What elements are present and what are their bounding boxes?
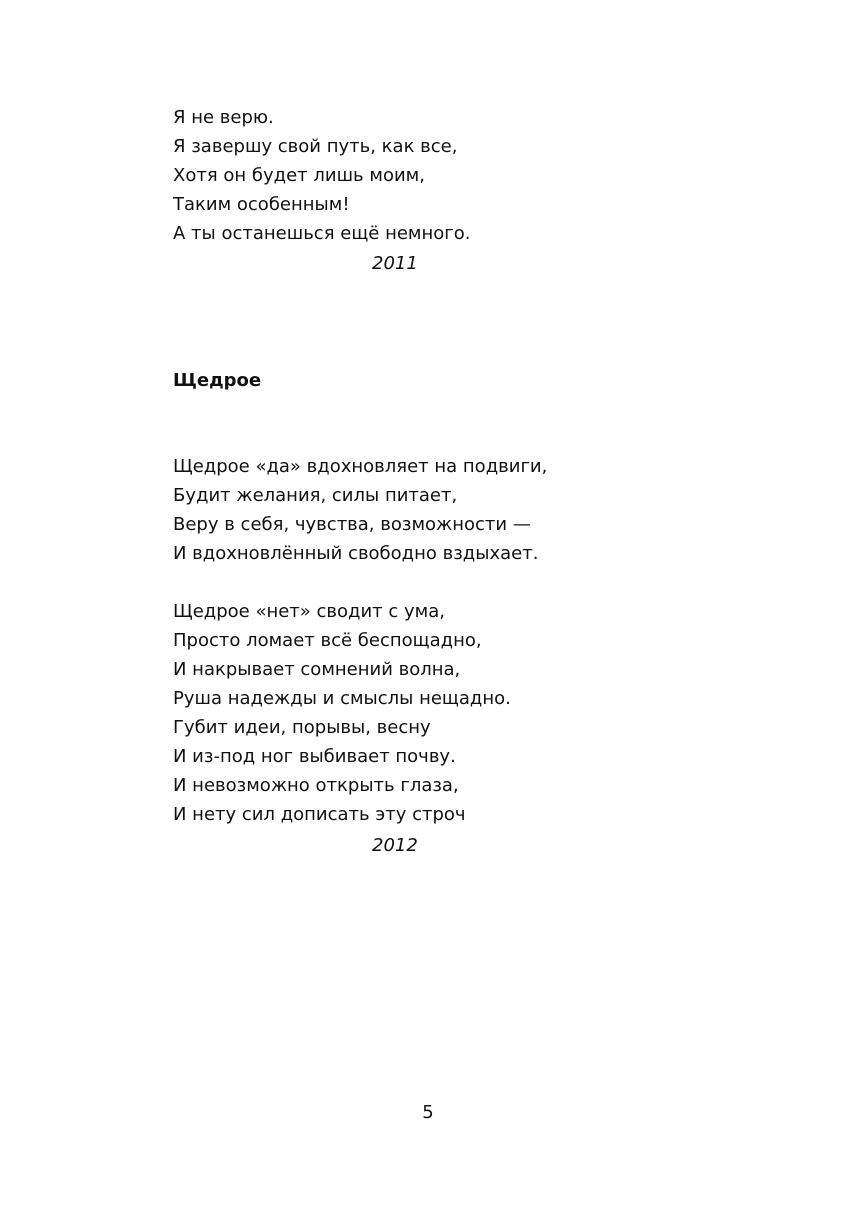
poem-line: И из-под ног выбивает почву. [173,746,456,767]
poem-line: Будит желания, силы питает, [173,485,458,506]
poem-line: И вдохновлённый свободно вздыхает. [173,543,539,564]
poem-line: Щедрое «нет» сводит с ума, [173,601,445,622]
poem-line: Хотя он будет лишь моим, [173,165,425,186]
poem-line: Губит идеи, порывы, весну [173,717,431,738]
poem-line: Руша надежды и смыслы нещадно. [173,688,511,709]
poem-line: Просто ломает всё беспощадно, [173,630,482,651]
poem-1-year: 2011 [372,253,418,274]
poem-2-year: 2012 [372,835,418,856]
poem-2-title: Щедрое [173,370,262,391]
poem-2-stanza-1 [173,452,733,568]
poem-line: А ты останешься ещё немного. [173,223,471,244]
poem-2-stanza-2 [173,597,733,829]
poem-line: И накрывает сомнений волна, [173,659,461,680]
page-number: 5 [422,1102,434,1123]
poem-1-stanza [173,103,733,248]
poem-line: И нету сил дописать эту строч [173,804,466,825]
poem-line: Я не верю. [173,107,274,128]
poem-line: И невозможно открыть глаза, [173,775,459,796]
poem-line: Я завершу свой путь, как все, [173,136,458,157]
poem-line: Веру в себя, чувства, возможности — [173,514,531,535]
poem-line: Щедрое «да» вдохновляет на подвиги, [173,456,548,477]
poem-line: Таким особенным! [173,194,350,215]
